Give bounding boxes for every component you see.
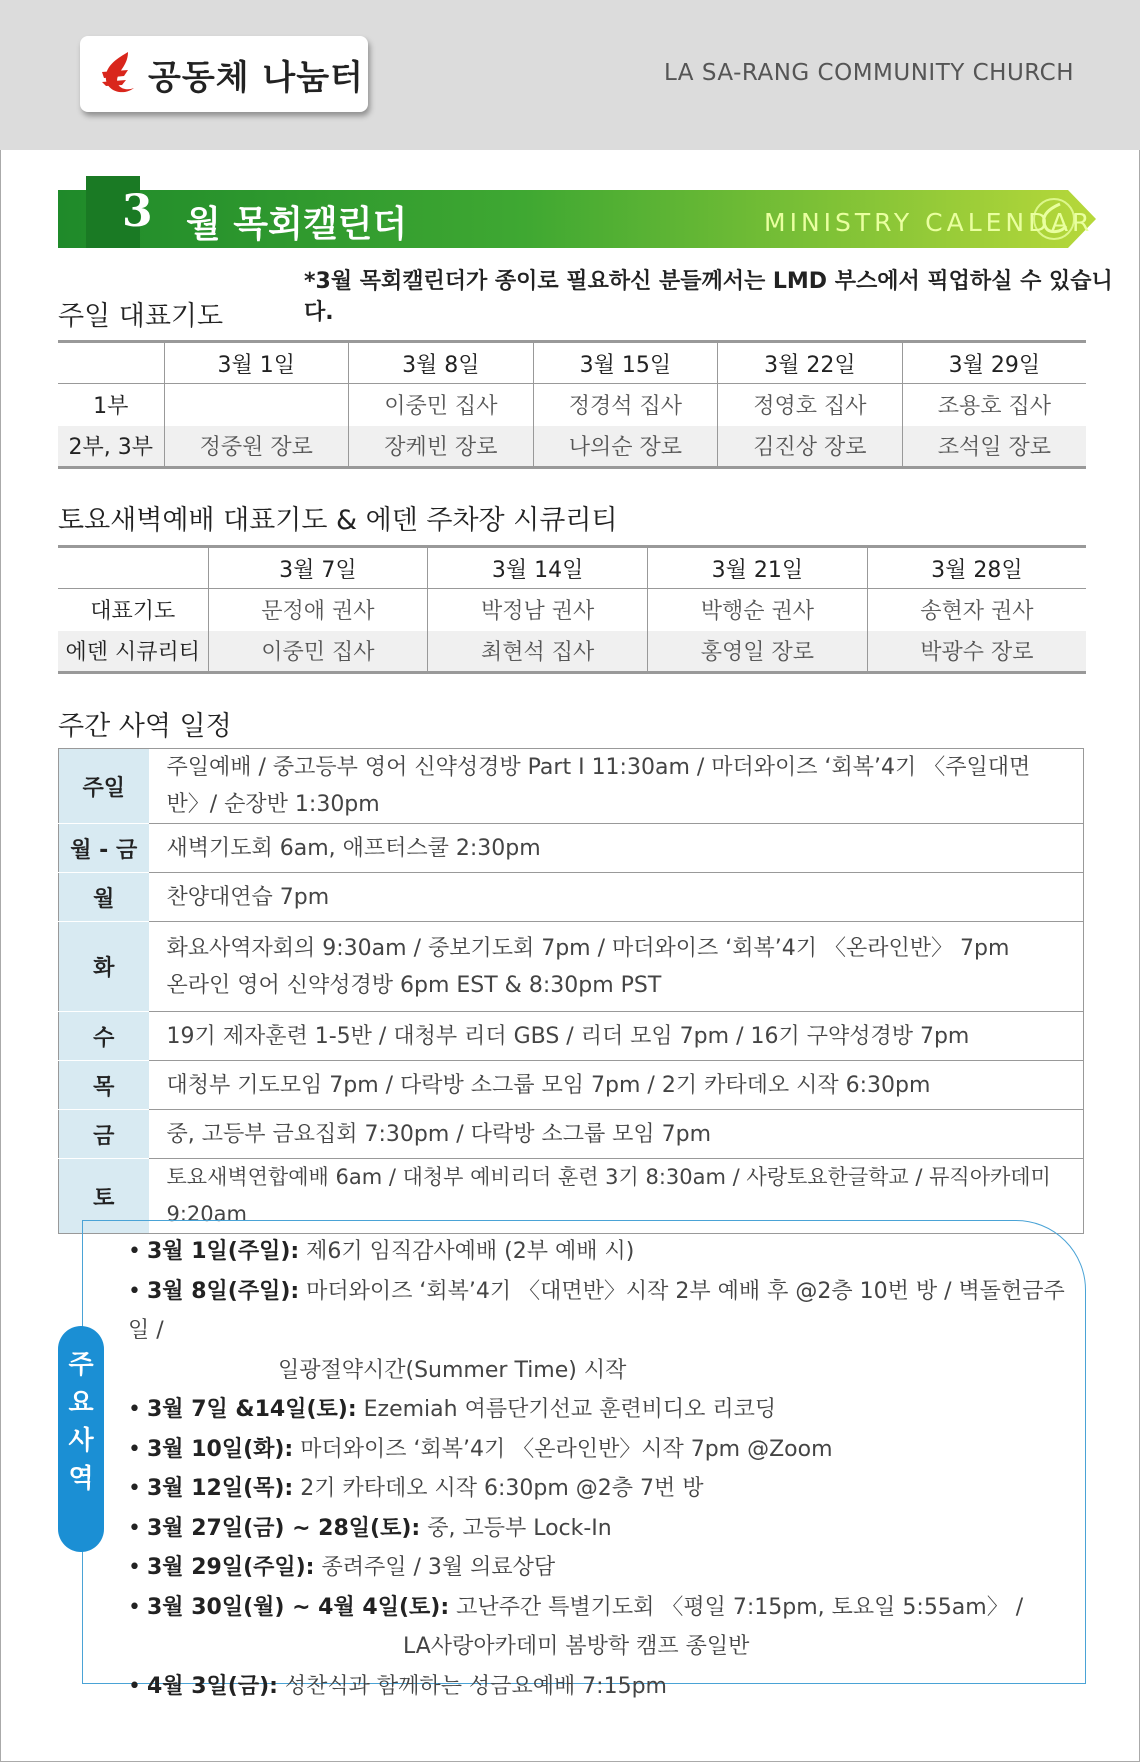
logo-text: 공동체 나눔터 <box>148 57 364 98</box>
day-label: 주일 <box>59 749 149 824</box>
row-label: 2부, 3부 <box>58 426 164 468</box>
tab-char: 사 <box>68 1426 94 1456</box>
key-events-tab <box>58 1326 104 1552</box>
event-date: 3월 1일(주일): <box>146 1239 300 1264</box>
event-date: 3월 10일(화): <box>146 1436 294 1462</box>
schedule-line: 대청부 기도모임 7pm / 다락방 소그룹 모임 7pm / 2기 카타데오 시작 6:30pm <box>166 1072 931 1098</box>
table-row <box>58 426 1086 468</box>
event-date: 3월 30일(월) ~ 4월 4일(토): <box>146 1594 450 1620</box>
date-header: 3월 14일 <box>428 547 648 589</box>
event-text: 성찬식과 함께하는 성금요예배 7:15pm <box>277 1673 667 1699</box>
event-text: 제6기 임직감사예배 (2부 예배 시) <box>299 1239 635 1264</box>
empty-header-cell <box>58 547 208 589</box>
list-item: • 4월 3일(금): 성찬식과 함께하는 성금요예배 7:15pm <box>128 1673 667 1699</box>
table-cell: 이중민 집사 <box>349 384 534 426</box>
table-cell: 나의순 장로 <box>533 426 718 468</box>
table-cell: 송현자 권사 <box>867 589 1086 631</box>
date-header: 3월 8일 <box>349 342 534 384</box>
table-cell: 홍영일 장로 <box>647 631 867 673</box>
schedule-cell <box>149 749 1084 824</box>
weekly-schedule-table <box>58 748 1084 1234</box>
event-text: 종려주일 / 3월 의료상담 <box>314 1555 556 1580</box>
schedule-line: 주일예배 / 중고등부 영어 신약성경방 Part I 11:30am / 마더와이즈 ‘회복’4기 〈주일대면반〉/ 순장반 1:30pm <box>166 755 1031 817</box>
table-cell: 조석일 장로 <box>902 426 1086 468</box>
table-row <box>59 1061 1084 1110</box>
table-cell: 박행순 권사 <box>647 589 867 631</box>
tab-char: 요 <box>68 1388 94 1418</box>
banner-english-title: MINISTRY CALENDAR <box>764 208 1094 237</box>
day-label: 수 <box>59 1012 149 1061</box>
date-header: 3월 21일 <box>647 547 867 589</box>
date-header: 3월 28일 <box>867 547 1086 589</box>
schedule-line: 온라인 영어 신약성경방 6pm EST & 8:30pm PST <box>166 972 662 998</box>
table-cell: 박광수 장로 <box>867 631 1086 673</box>
empty-header-cell <box>58 342 164 384</box>
row-label: 1부 <box>93 394 129 420</box>
table-row <box>59 824 1084 873</box>
list-item: • 3월 12일(목): 2기 카타데오 시작 6:30pm @2층 7번 방 <box>128 1476 704 1501</box>
table-cell: 정중원 장로 <box>164 426 349 468</box>
church-name: LA SA-RANG COMMUNITY CHURCH <box>663 60 1074 86</box>
schedule-line: 새벽기도회 6am, 애프터스쿨 2:30pm <box>166 835 541 861</box>
saturday-section-title: 토요새벽예배 대표기도 & 에덴 주차장 시큐리티 <box>58 505 618 536</box>
table-cell: 정영호 집사 <box>718 384 903 426</box>
event-text-continued: 일광절약시간(Summer Time) 시작 <box>278 1357 627 1383</box>
event-date: 3월 7일 &14일(토): <box>146 1397 357 1422</box>
event-date: 3월 8일(주일): <box>146 1278 300 1304</box>
table-row <box>58 631 1086 673</box>
schedule-cell <box>149 1061 1084 1110</box>
day-label: 금 <box>59 1110 149 1159</box>
event-text: 고난주간 특별기도회 〈평일 7:15pm, 토요일 5:55am〉 / <box>449 1594 1024 1620</box>
schedule-cell <box>149 1110 1084 1159</box>
logo <box>80 36 368 112</box>
event-date: 3월 27일(금) ~ 28일(토): <box>146 1515 421 1541</box>
list-item: • 3월 27일(금) ~ 28일(토): 중, 고등부 Lock-In <box>128 1515 612 1541</box>
list-item: • 3월 8일(주일): 마더와이즈 ‘회복’4기 〈대면반〉시작 2부 예배 후 @2층 10번 방 / 벽돌헌금주일 / 일광절약시간(Summer Time) 시작 <box>128 1272 1068 1391</box>
calendar-banner <box>58 176 1098 258</box>
list-item: • 3월 29일(주일): 종려주일 / 3월 의료상담 <box>128 1555 556 1580</box>
banner-title: 월 목회캘린더 <box>186 204 408 245</box>
weekly-title: 주간 사역 일정 <box>58 711 232 742</box>
saturday-table <box>58 545 1086 674</box>
date-header: 3월 29일 <box>902 342 1086 384</box>
schedule-cell <box>149 824 1084 873</box>
date-header: 3월 1일 <box>164 342 349 384</box>
table-row <box>58 589 1086 631</box>
event-text: 중, 고등부 Lock-In <box>420 1515 612 1541</box>
table-cell: 이중민 집사 <box>208 631 428 673</box>
table-cell: 김진상 장로 <box>718 426 903 468</box>
table-cell: 정경석 집사 <box>533 384 718 426</box>
day-label: 월 <box>59 873 149 922</box>
row-label: 대표기도 <box>90 599 176 625</box>
schedule-line: 토요새벽연합예배 6am / 대청부 예비리더 훈련 3기 8:30am / 사랑토요한글학교 / 뮤직아카데미 9:20am <box>166 1165 1051 1226</box>
table-cell <box>164 384 349 426</box>
event-text-continued: LA사랑아카데미 봄방학 캠프 종일반 <box>403 1634 750 1659</box>
day-label: 토 <box>59 1159 149 1234</box>
table-cell: 박정남 권사 <box>428 589 648 631</box>
event-date: 3월 29일(주일): <box>146 1555 315 1580</box>
schedule-cell <box>149 873 1084 922</box>
list-item: • 3월 10일(화): 마더와이즈 ‘회복’4기 〈온라인반〉시작 7pm @Zoom <box>128 1436 833 1462</box>
tab-char: 주 <box>68 1350 94 1380</box>
banner-month-number: 3 <box>122 186 153 237</box>
tab-char: 역 <box>68 1464 94 1494</box>
schedule-line: 찬양대연습 7pm <box>166 884 330 910</box>
table-row <box>58 384 1086 426</box>
date-header: 3월 15일 <box>533 342 718 384</box>
schedule-line: 중, 고등부 금요집회 7:30pm / 다락방 소그룹 모임 7pm <box>166 1121 712 1147</box>
event-date: 4월 3일(금): <box>146 1673 278 1699</box>
table-cell: 문정애 권사 <box>208 589 428 631</box>
event-text: 마더와이즈 ‘회복’4기 〈온라인반〉시작 7pm @Zoom <box>293 1436 833 1462</box>
day-label: 화 <box>59 922 149 1012</box>
event-text: 마더와이즈 ‘회복’4기 〈대면반〉시작 2부 예배 후 @2층 10번 방 / 벽돌헌금주일 / <box>128 1278 1065 1343</box>
schedule-line: 19기 제자훈련 1-5반 / 대청부 리더 GBS / 리더 모임 7pm / 16기 구약성경방 7pm <box>166 1023 970 1049</box>
table-row <box>59 1110 1084 1159</box>
date-header: 3월 22일 <box>718 342 903 384</box>
table-cell: 조용호 집사 <box>902 384 1086 426</box>
table-row <box>59 922 1084 1012</box>
table-row <box>59 749 1084 824</box>
flame-logo-icon <box>98 50 140 98</box>
date-header: 3월 7일 <box>208 547 428 589</box>
sunday-prayer-table <box>58 340 1086 469</box>
schedule-cell <box>149 922 1084 1012</box>
table-cell: 장케빈 장로 <box>349 426 534 468</box>
table-row <box>59 873 1084 922</box>
key-events-list <box>128 1232 1068 1706</box>
day-label: 목 <box>59 1061 149 1110</box>
schedule-line: 화요사역자회의 9:30am / 중보기도회 7pm / 마더와이즈 ‘회복’4기 〈온라인반〉 7pm <box>166 935 1010 961</box>
event-text: 2기 카타데오 시작 6:30pm @2층 7번 방 <box>293 1476 704 1501</box>
table-cell: 최현석 집사 <box>428 631 648 673</box>
event-date: 3월 12일(목): <box>146 1476 294 1501</box>
list-item: • 3월 7일 &14일(토): Ezemiah 여름단기선교 훈련비디오 리코딩 <box>128 1397 777 1422</box>
day-label: 월 - 금 <box>59 824 149 873</box>
page-header <box>0 0 1140 150</box>
list-item: • 3월 30일(월) ~ 4월 4일(토): 고난주간 특별기도회 〈평일 7:15pm, 토요일 5:55am〉 / LA사랑아카데미 봄방학 캠프 종일반 <box>128 1588 1068 1667</box>
sunday-prayer-title: 주일 대표기도 <box>58 301 224 332</box>
row-label: 에덴 시큐리티 <box>58 631 208 673</box>
schedule-cell <box>149 1012 1084 1061</box>
event-text: Ezemiah 여름단기선교 훈련비디오 리코딩 <box>356 1397 777 1422</box>
pickup-note: *3월 목회캘린더가 종이로 필요하신 분들께서는 LMD 부스에서 픽업하실 수 있습니다. <box>304 269 1113 325</box>
table-row <box>59 1012 1084 1061</box>
list-item: • 3월 1일(주일): 제6기 임직감사예배 (2부 예배 시) <box>128 1239 635 1264</box>
